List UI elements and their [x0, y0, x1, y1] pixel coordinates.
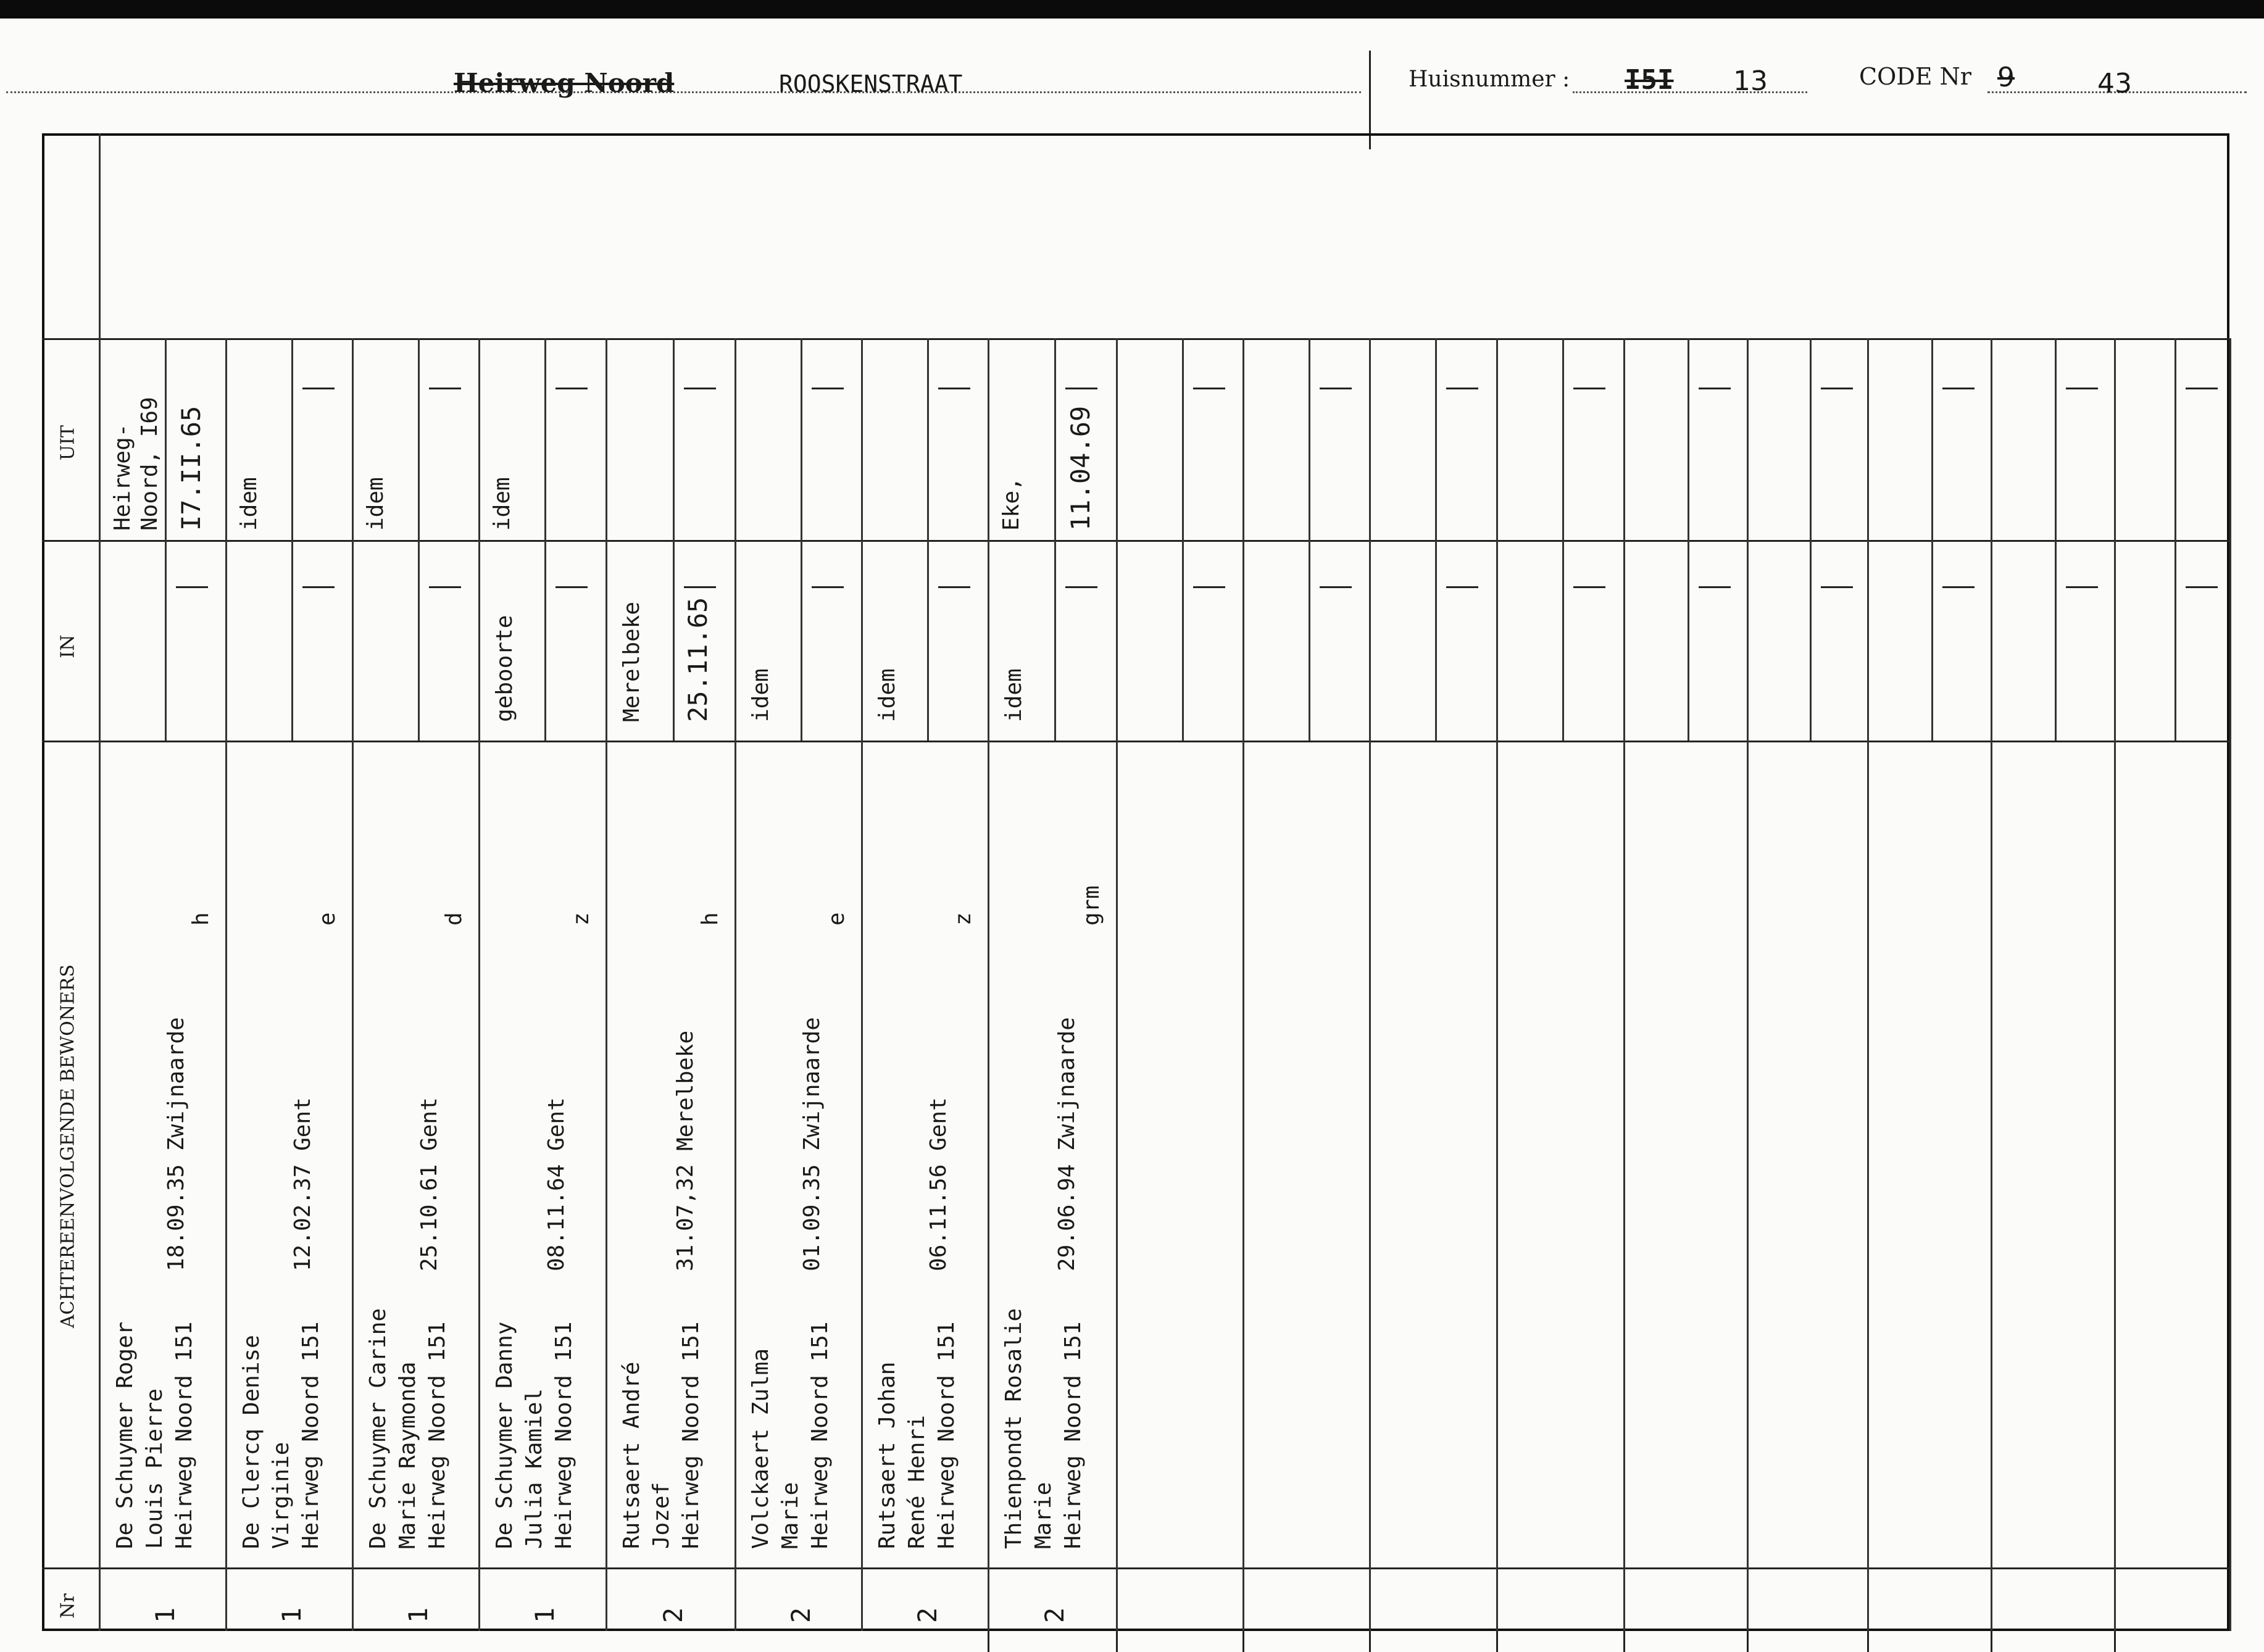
column-rule: [1496, 338, 1498, 1631]
code-old: 9: [1997, 62, 2015, 93]
birth-date-place: 12.02.37 Gent: [290, 1097, 315, 1271]
footer-tick: [988, 1631, 989, 1652]
empty-cell-dash: [1699, 388, 1731, 389]
column-rule: [225, 338, 227, 1631]
column-rule: [544, 338, 546, 741]
empty-cell-dash: [1821, 388, 1853, 389]
empty-cell-dash: [1320, 586, 1352, 588]
resident-name-line: De Clercq Denise: [239, 1335, 264, 1549]
resident-nr: 1: [277, 1607, 307, 1623]
resident-name-line: Heirweg Noord 151: [425, 1321, 450, 1549]
resident-nr: 2: [912, 1607, 943, 1623]
section-label-bewoners: ACHTEREENVOLGENDE BEWONERS: [57, 964, 79, 1329]
resident-name-line: Marie: [778, 1482, 803, 1549]
empty-cell-dash: [684, 586, 716, 588]
street-old: Heirweg Noord: [454, 68, 675, 98]
footer-tick: [1991, 1631, 1992, 1652]
row-rule: [42, 741, 2229, 742]
relation-code: z: [568, 912, 594, 926]
relation-code: h: [188, 912, 214, 926]
empty-cell-dash: [1065, 388, 1097, 389]
resident-name-line: De Schuymer Roger: [112, 1321, 138, 1549]
column-rule: [1747, 338, 1749, 1631]
empty-cell-dash: [2186, 388, 2218, 389]
uit-place: idem: [489, 477, 515, 531]
resident-name-line: Jozef: [649, 1482, 674, 1549]
relation-code: d: [441, 912, 467, 926]
uit-place: idem: [236, 477, 262, 531]
resident-name-line: Louis Pierre: [142, 1388, 167, 1549]
birth-date-place: 08.11.64 Gent: [544, 1097, 569, 1271]
resident-nr: 2: [658, 1607, 688, 1623]
column-rule: [2055, 338, 2057, 741]
empty-cell-dash: [1942, 388, 1975, 389]
column-rule: [478, 338, 480, 1631]
row-rule: [42, 540, 2229, 542]
relation-code: e: [315, 912, 340, 926]
empty-cell-dash: [556, 388, 588, 389]
column-rule: [1369, 338, 1371, 1631]
empty-cell-dash: [1573, 388, 1605, 389]
resident-name-line: Heirweg Noord 151: [807, 1321, 833, 1549]
section-label-uit: UIT: [57, 425, 79, 461]
column-rule: [988, 338, 989, 1631]
uit-place: Heirweg-: [110, 423, 135, 531]
top-border: [0, 0, 2264, 19]
column-rule: [165, 338, 167, 741]
birth-date-place: 25.10.61 Gent: [417, 1097, 442, 1271]
empty-cell-dash: [1320, 388, 1352, 389]
card-header: [0, 19, 2264, 130]
column-rule: [352, 338, 354, 1631]
resident-name-line: Thienpondt Rosalie: [1001, 1308, 1026, 1549]
column-rule: [1562, 338, 1564, 741]
in-place: idem: [875, 668, 900, 722]
header-dotted-line: [6, 91, 1361, 93]
huisnummer-old: I5I: [1625, 64, 1674, 96]
resident-name-line: De Schuymer Danny: [492, 1321, 517, 1549]
empty-cell-dash: [302, 586, 335, 588]
empty-cell-dash: [1446, 586, 1478, 588]
resident-nr: 1: [150, 1607, 180, 1623]
column-rule: [1867, 338, 1869, 1631]
empty-cell-dash: [1942, 586, 1975, 588]
column-rule: [861, 338, 863, 1631]
footer-tick: [1867, 1631, 1869, 1652]
row-rule: [42, 338, 2229, 340]
relation-code: z: [951, 912, 976, 926]
column-rule: [1991, 338, 1992, 1631]
relation-code: e: [824, 912, 849, 926]
resident-name-line: De Schuymer Carine: [365, 1308, 391, 1549]
resident-nr: 1: [403, 1607, 433, 1623]
birth-date-place: 31.07,32 Merelbeke: [673, 1030, 698, 1271]
column-rule: [1688, 338, 1689, 741]
column-rule: [1116, 338, 1118, 1631]
empty-cell-dash: [1193, 388, 1225, 389]
footer-tick: [1369, 1631, 1371, 1652]
birth-date-place: 29.06.94 Zwijnaarde: [1054, 1017, 1080, 1271]
footer-tick: [1623, 1631, 1625, 1652]
empty-cell-dash: [812, 586, 844, 588]
in-place: geboorte: [492, 615, 517, 722]
street-new: ROOSKENSTRAAT: [779, 70, 963, 98]
uit-date: I7.II.65: [176, 405, 206, 531]
code-label: CODE Nr: [1859, 63, 1971, 90]
column-rule: [418, 338, 420, 741]
empty-cell-dash: [938, 586, 970, 588]
empty-cell-dash: [1821, 586, 1853, 588]
column-rule: [1810, 338, 1812, 741]
column-rule: [1309, 338, 1310, 741]
resident-name-line: Volckaert Zulma: [748, 1348, 773, 1549]
relation-code: grm: [1079, 885, 1104, 926]
column-rule: [1931, 338, 1933, 741]
empty-cell-dash: [1446, 388, 1478, 389]
huisnummer-label: Huisnummer :: [1409, 67, 1570, 92]
empty-cell-dash: [1193, 586, 1225, 588]
birth-date-place: 06.11.56 Gent: [926, 1097, 951, 1271]
footer-tick: [2114, 1631, 2116, 1652]
resident-nr: 2: [786, 1607, 816, 1623]
in-place: Merelbeke: [619, 601, 644, 722]
resident-name-line: Marie Raymonda: [395, 1361, 420, 1549]
uit-date: 11.04.69: [1065, 405, 1096, 531]
resident-name-line: Heirweg Noord 151: [172, 1321, 197, 1549]
resident-name-line: Rutsaert André: [619, 1361, 644, 1549]
column-rule: [2114, 338, 2116, 1631]
empty-cell-dash: [812, 388, 844, 389]
empty-cell-dash: [429, 388, 461, 389]
resident-nr: 2: [1039, 1607, 1070, 1623]
uit-place: Noord, I69: [137, 397, 162, 531]
column-rule: [291, 338, 293, 741]
section-label-in: IN: [57, 634, 79, 658]
birth-date-place: 18.09.35 Zwijnaarde: [164, 1017, 189, 1271]
resident-name-line: Virginie: [268, 1442, 294, 1549]
column-rule: [1435, 338, 1437, 741]
resident-name-line: Heirweg Noord 151: [551, 1321, 576, 1549]
uit-place: idem: [363, 477, 388, 531]
resident-name-line: Heirweg Noord 151: [298, 1321, 323, 1549]
column-rule: [1242, 338, 1244, 1631]
resident-name-line: Marie: [1031, 1482, 1056, 1549]
relation-code: h: [697, 912, 723, 926]
empty-cell-dash: [2066, 388, 2098, 389]
resident-name-line: Rutsaert Johan: [875, 1361, 900, 1549]
empty-cell-dash: [2066, 586, 2098, 588]
column-rule: [1054, 338, 1056, 741]
in-place: idem: [1001, 668, 1026, 722]
column-rule: [735, 338, 736, 1631]
resident-name-line: Julia Kamiel: [522, 1388, 547, 1549]
empty-cell-dash: [2186, 586, 2218, 588]
empty-cell-dash: [1065, 586, 1097, 588]
column-rule: [99, 338, 101, 1631]
column-rule: [606, 338, 607, 1631]
in-date: 25.11.65: [683, 597, 713, 722]
resident-nr: 1: [530, 1607, 560, 1623]
column-rule: [927, 338, 929, 741]
empty-cell-dash: [938, 388, 970, 389]
in-place: idem: [748, 668, 773, 722]
resident-name-line: Heirweg Noord 151: [678, 1321, 704, 1549]
footer-tick: [1496, 1631, 1498, 1652]
row-rule: [42, 1567, 2229, 1569]
column-rule: [1623, 338, 1625, 1631]
resident-name-line: Heirweg Noord 151: [934, 1321, 959, 1549]
resident-name-line: Heirweg Noord 151: [1060, 1321, 1086, 1549]
code-new: 43: [2097, 68, 2132, 99]
column-rule: [801, 338, 802, 741]
column-rule: [2175, 338, 2176, 741]
empty-cell-dash: [684, 388, 716, 389]
birth-date-place: 01.09.35 Zwijnaarde: [799, 1017, 825, 1271]
column-rule: [2229, 338, 2231, 1631]
empty-cell-dash: [1573, 586, 1605, 588]
huisnummer-new: 13: [1733, 65, 1768, 97]
footer-tick: [1747, 1631, 1749, 1652]
empty-cell-dash: [302, 388, 335, 389]
uit-place: Eke,: [999, 477, 1024, 531]
empty-cell-dash: [1699, 586, 1731, 588]
footer-tick: [1242, 1631, 1244, 1652]
empty-cell-dash: [429, 586, 461, 588]
section-label-nr: Nr: [57, 1593, 79, 1619]
column-rule: [673, 338, 675, 741]
huisnummer-dotted-line: [1573, 91, 1807, 93]
column-rule: [1182, 338, 1184, 741]
footer-tick: [1116, 1631, 1118, 1652]
empty-cell-dash: [176, 586, 208, 588]
empty-cell-dash: [556, 586, 588, 588]
resident-name-line: René Henri: [904, 1415, 930, 1549]
